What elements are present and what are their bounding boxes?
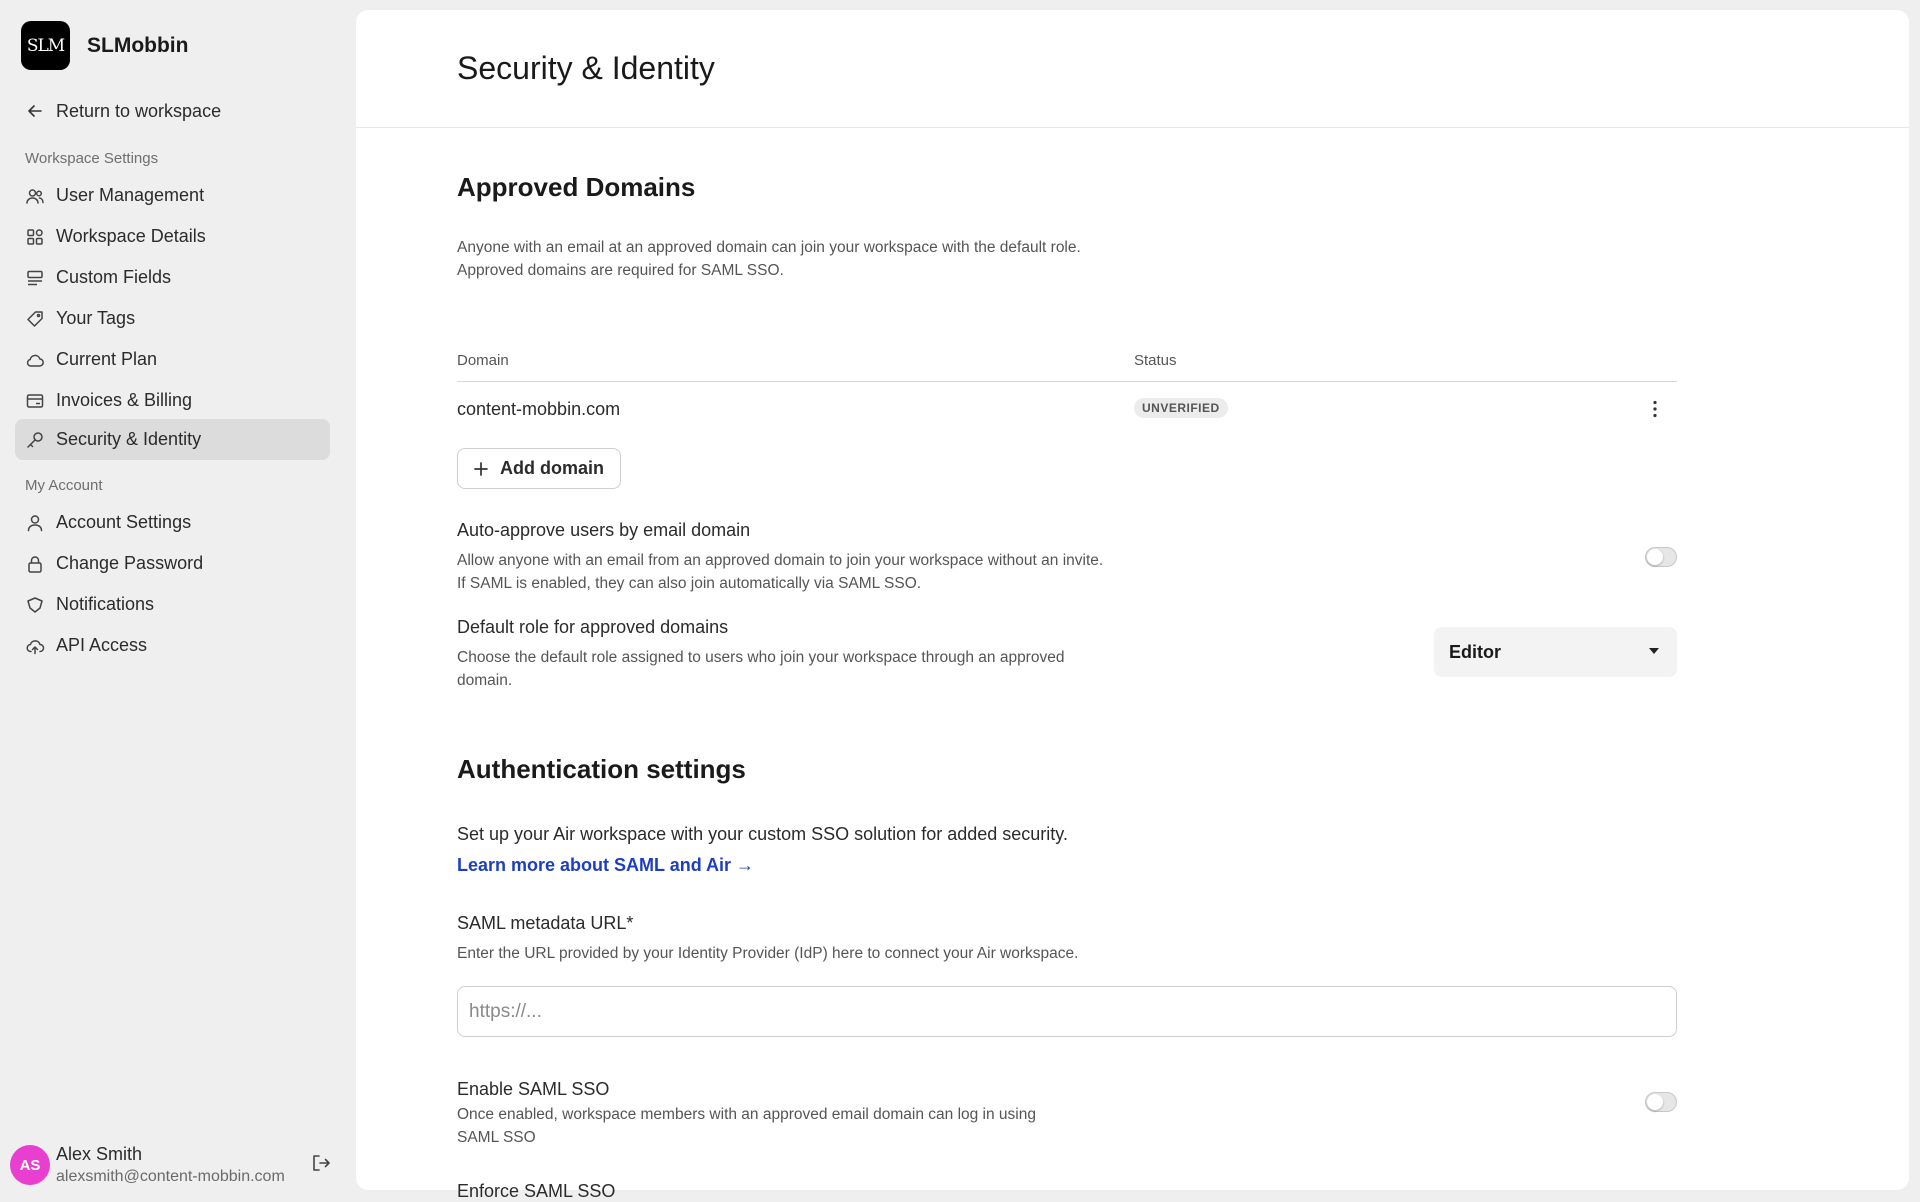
- enforce-saml-title: Enforce SAML SSO: [457, 1181, 616, 1201]
- workspace-settings-heading: Workspace Settings: [25, 150, 159, 167]
- my-account-heading: My Account: [25, 477, 103, 494]
- authentication-lead: Set up your Air workspace with your custom SSO solution for added security.: [457, 824, 1068, 844]
- fields-icon: [25, 268, 45, 288]
- page-header: [356, 10, 1909, 128]
- add-domain-label: Add domain: [500, 458, 604, 478]
- domain-name: content-mobbin.com: [457, 399, 621, 419]
- user-email: alexsmith@content-mobbin.com: [56, 1168, 285, 1185]
- page-title: Security & Identity: [457, 50, 715, 86]
- return-label: Return to workspace: [56, 100, 222, 121]
- saml-url-label: SAML metadata URL*: [457, 913, 634, 933]
- nav-label: Notifications: [56, 594, 155, 614]
- sidebar-item-notifications[interactable]: [15, 584, 330, 625]
- more-options-icon[interactable]: [1645, 398, 1665, 420]
- auto-approve-title: Auto-approve users by email domain: [457, 520, 751, 540]
- tag-icon: [25, 309, 45, 329]
- default-role-description: Choose the default role assigned to users who join your workspace through an approved domain.: [457, 649, 1065, 689]
- domains-table-header: [457, 336, 1677, 382]
- approved-domains-description: Anyone with an email at an approved domain can join your workspace with the default role. Approved domains are required for SAML SSO.: [457, 239, 1081, 279]
- table-row: [457, 382, 1677, 438]
- nav-label: Current Plan: [56, 349, 158, 369]
- sidebar-item-change-password[interactable]: [15, 543, 330, 584]
- cloud-icon: [25, 350, 45, 370]
- default-role-select[interactable]: [1434, 627, 1677, 677]
- key-icon: [25, 430, 45, 450]
- nav-label: Security & Identity: [56, 429, 202, 449]
- enable-saml-toggle[interactable]: [1645, 1092, 1677, 1112]
- cloud-upload-icon: [25, 636, 45, 656]
- nav-label: Your Tags: [56, 308, 136, 328]
- status-column-header: Status: [1134, 352, 1177, 369]
- sidebar-item-custom-fields[interactable]: [15, 257, 330, 298]
- status-badge: UNVERIFIED: [1134, 398, 1228, 418]
- nav-label: API Access: [56, 635, 148, 655]
- auto-approve-description: Allow anyone with an email from an approved domain to join your workspace without an invite. If SAML is enabled, they can also join automatically via SAML SSO.: [457, 552, 1104, 592]
- sidebar-item-your-tags[interactable]: [15, 298, 330, 339]
- sidebar-item-api-access[interactable]: [15, 625, 330, 666]
- person-icon: [25, 513, 45, 533]
- default-role-title: Default role for approved domains: [457, 617, 729, 637]
- arrow-left-icon: [25, 101, 45, 121]
- nav-label: User Management: [56, 185, 205, 205]
- workspace-header[interactable]: [21, 21, 188, 70]
- bell-icon: [25, 595, 45, 615]
- domain-column-header: Domain: [457, 352, 509, 369]
- default-role-value: Editor: [1449, 641, 1501, 662]
- card-icon: [25, 391, 45, 411]
- workspace-name: SLMobbin: [87, 33, 189, 57]
- user-name: Alex Smith: [56, 1144, 143, 1164]
- avatar: AS: [10, 1145, 50, 1185]
- plus-icon: [472, 460, 490, 478]
- approved-domains-heading: Approved Domains: [457, 172, 696, 202]
- auto-approve-toggle[interactable]: [1645, 547, 1677, 567]
- nav-label: Workspace Details: [56, 226, 206, 246]
- sidebar-item-invoices-billing[interactable]: [15, 380, 330, 421]
- saml-url-help: Enter the URL provided by your Identity Provider (IdP) here to connect your Air workspace.: [457, 945, 1079, 962]
- sidebar: [0, 0, 356, 1200]
- nav-label: Change Password: [56, 553, 204, 573]
- main-panel: [356, 10, 1909, 1201]
- workspace-logo: SLM: [21, 21, 70, 70]
- saml-url-input[interactable]: [457, 986, 1677, 1037]
- enable-saml-description: Once enabled, workspace members with an approved email domain can log in using SAML SSO: [457, 1106, 1036, 1146]
- caret-down-icon: [1649, 648, 1659, 654]
- user-profile[interactable]: [10, 1140, 340, 1190]
- sidebar-item-account-settings[interactable]: [15, 502, 330, 543]
- nav-label: Custom Fields: [56, 267, 172, 287]
- return-to-workspace-link[interactable]: [25, 97, 221, 125]
- sidebar-item-security-identity[interactable]: [15, 419, 330, 460]
- sidebar-item-user-management[interactable]: [15, 175, 330, 216]
- logout-icon[interactable]: [310, 1152, 332, 1174]
- add-domain-button[interactable]: [457, 448, 621, 489]
- lock-icon: [25, 554, 45, 574]
- nav-label: Invoices & Billing: [56, 390, 193, 410]
- authentication-settings-heading: Authentication settings: [457, 754, 746, 784]
- users-icon: [25, 186, 45, 206]
- enable-saml-title: Enable SAML SSO: [457, 1079, 610, 1099]
- learn-more-saml-link[interactable]: Learn more about SAML and Air →: [457, 855, 755, 875]
- sidebar-item-workspace-details[interactable]: [15, 216, 330, 257]
- sidebar-item-current-plan[interactable]: [15, 339, 330, 380]
- nav-label: Account Settings: [56, 512, 192, 532]
- grid-icon: [25, 227, 45, 247]
